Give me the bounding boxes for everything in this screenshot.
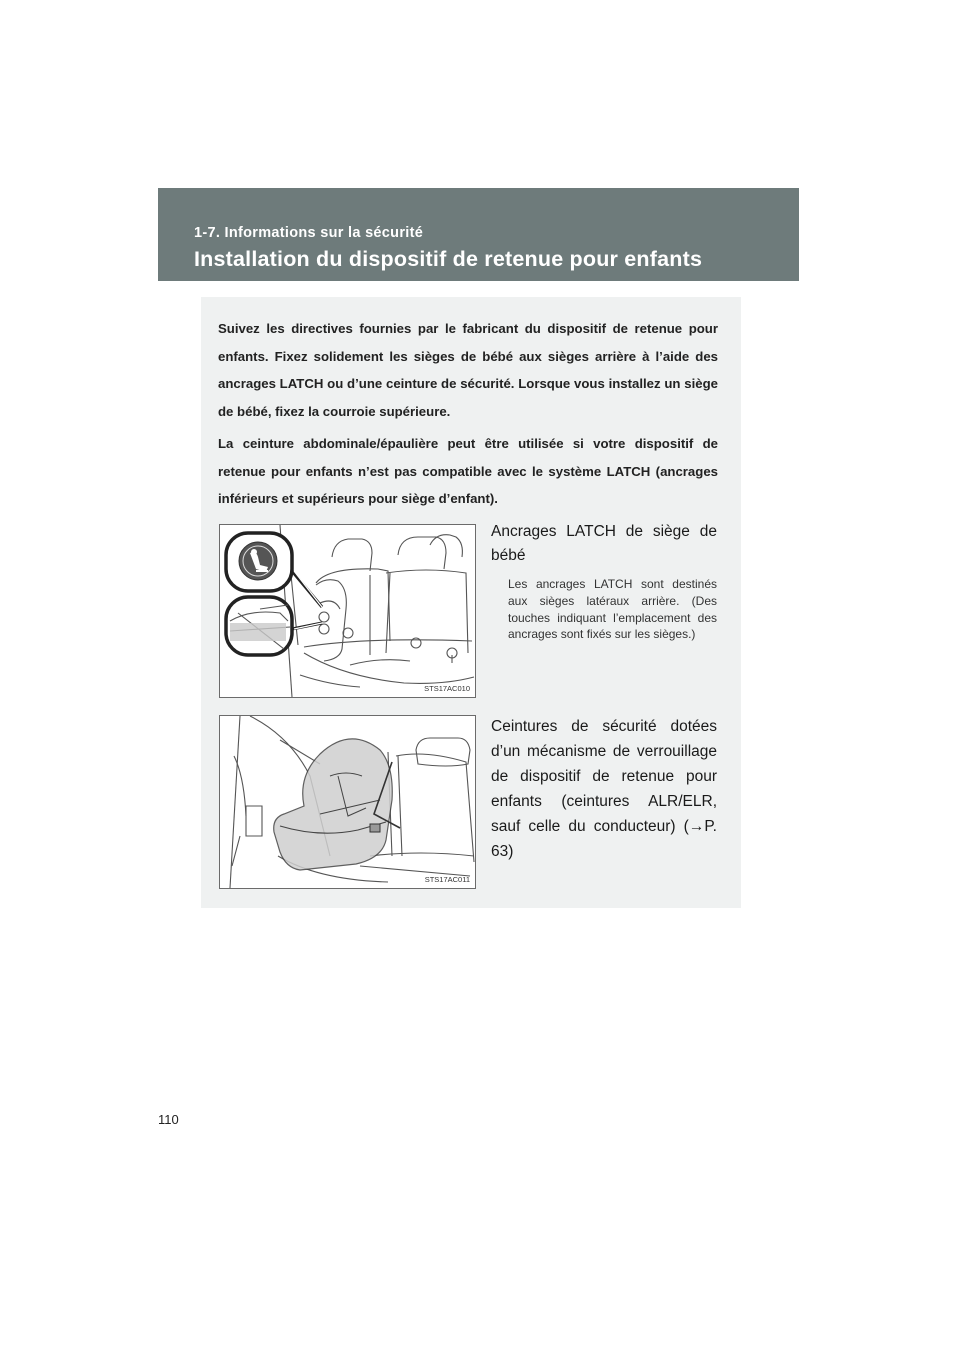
child-seat-drawing — [220, 716, 475, 888]
child-seat-anchor-icon — [239, 542, 277, 580]
seatbelt-child-seat-illustration — [219, 715, 476, 889]
intro-text — [218, 315, 718, 513]
content-panel — [201, 297, 741, 908]
section-label: 1-7. Informations sur la sécurité — [194, 225, 424, 241]
intro-paragraph-1: Suivez les directives fournies par le fabricant du dispositif de retenue pour enfants. Fixez solidement les sièges de bébé aux sièges arrière à l’aide des ancrages LATCH ou d’une ceinture de sécurité. Lorsque vous installez un siège de bébé, fixez la courroie supérieure. — [218, 321, 718, 419]
page-title: Installation du dispositif de retenue pour enfants — [194, 247, 703, 271]
chapter-header — [158, 188, 799, 281]
page-number: 110 — [158, 1112, 179, 1127]
latch-anchors-illustration — [219, 524, 476, 698]
item-title-latch: Ancrages LATCH de siège de bébé — [491, 523, 717, 564]
intro-paragraph-2: La ceinture abdominale/épaulière peut être utilisée si votre dispositif de retenue pour enfants n’est pas compatible avec le système LATCH (ancrages inférieurs et supérieurs pour siège d’enfant). — [218, 436, 718, 506]
figure-code: STS17AC010 — [424, 684, 470, 693]
figure-code: STS17AC011 — [424, 875, 470, 884]
item-description-latch: Les ancrages LATCH sont destinés aux sièges latéraux arrière. (Des touches indiquant l’emplacement des ancrages sont fixés sur les sièges.) — [508, 577, 717, 642]
item-title-seatbelt: Ceintures de sécurité dotées d’un mécanisme de verrouillage de dispositif de retenue pour enfants (ceintures ALR/ELR, sauf celle du conducteur) (→P. 63) — [491, 718, 717, 860]
rear-seat-drawing — [220, 525, 475, 697]
